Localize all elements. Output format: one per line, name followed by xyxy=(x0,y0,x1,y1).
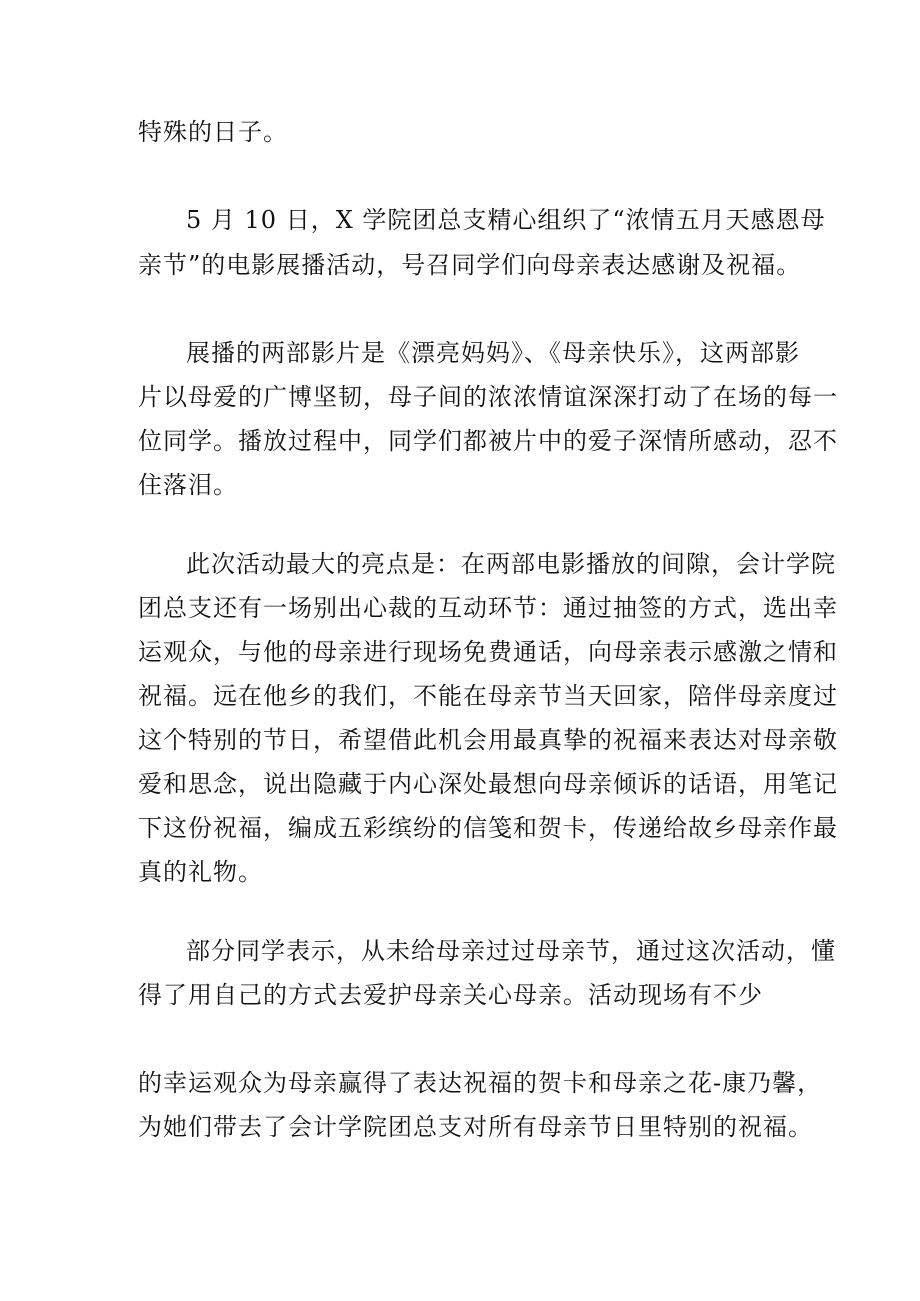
paragraph-line: 亲节”的电影展播活动，号召同学们向母亲表达感谢及祝福。 xyxy=(138,251,802,279)
paragraph-line: 下这份祝福，编成五彩缤纷的信笺和贺卡，传递给故乡母亲作最 xyxy=(138,814,838,842)
paragraph-line: 位同学。播放过程中，同学们都被片中的爱子深情所感动，忍不 xyxy=(138,427,838,455)
paragraph-line: 部分同学表示，从未给母亲过过母亲节，通过这次活动，懂 xyxy=(186,937,836,965)
paragraph-line: 的幸运观众为母亲赢得了表达祝福的贺卡和母亲之花-康乃馨， xyxy=(138,1069,823,1097)
paragraph-line: 真的礼物。 xyxy=(138,858,263,886)
paragraph-line: 展播的两部影片是《漂亮妈妈》、《母亲快乐》，这两部影 xyxy=(186,339,800,367)
paragraph-line: 特殊的日子。 xyxy=(138,118,288,146)
paragraph-line: 为她们带去了会计学院团总支对所有母亲节日里特别的祝福。 xyxy=(138,1113,813,1141)
paragraph-line: 片以母爱的广博坚韧，母子间的浓浓情谊深深打动了在场的每一 xyxy=(138,383,838,411)
paragraph-line: 爱和思念，说出隐藏于内心深处最想向母亲倾诉的话语，用笔记 xyxy=(138,770,838,798)
paragraph-line: 5 月 10 日，X 学院团总支精心组织了“浓情五月天感恩母 xyxy=(186,206,826,234)
paragraph-line: 运观众，与他的母亲进行现场免费通话，向母亲表示感激之情和 xyxy=(138,638,838,666)
paragraph-line: 住落泪。 xyxy=(138,471,238,499)
paragraph-line: 此次活动最大的亮点是：在两部电影播放的间隙，会计学院 xyxy=(186,550,836,578)
paragraph-line: 团总支还有一场别出心裁的互动环节：通过抽签的方式，选出幸 xyxy=(138,594,838,622)
paragraph-line: 这个特别的节日，希望借此机会用最真挚的祝福来表达对母亲敬 xyxy=(138,726,838,754)
paragraph-line: 得了用自己的方式去爱护母亲关心母亲。活动现场有不少 xyxy=(138,981,763,1009)
paragraph-line: 祝福。远在他乡的我们，不能在母亲节当天回家，陪伴母亲度过 xyxy=(138,682,838,710)
